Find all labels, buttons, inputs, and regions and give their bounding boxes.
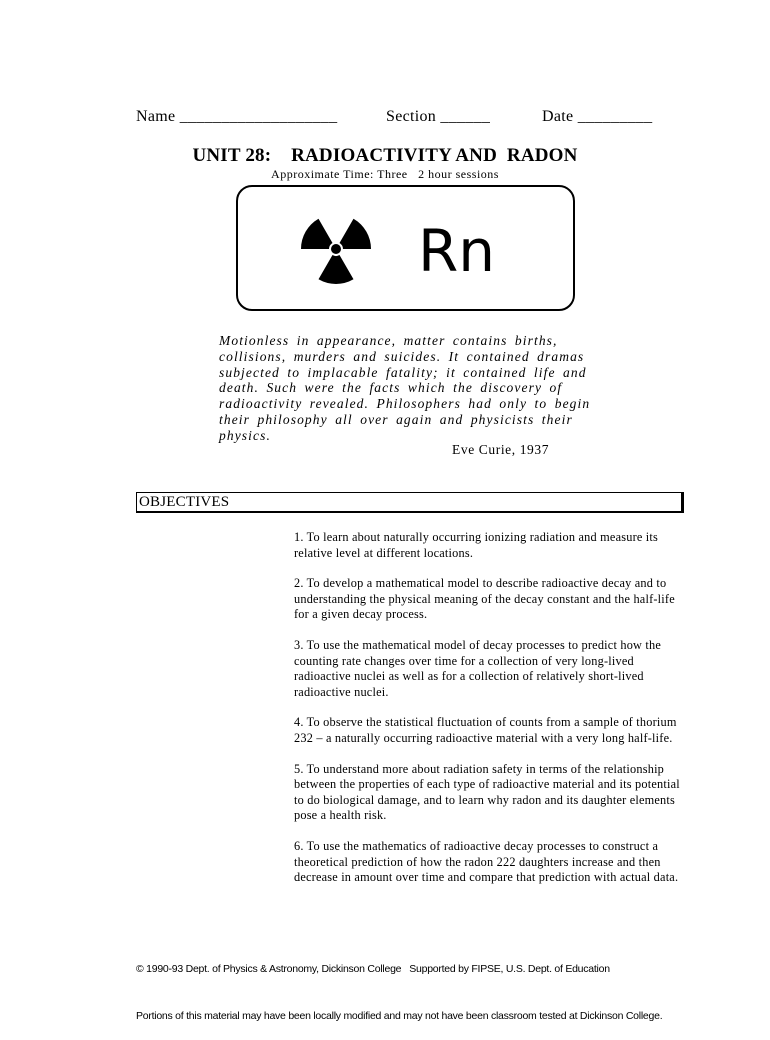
objective-item: 3. To use the mathematical model of decay processes to predict how the counting rate changes over time for a collection of very long-lived radioactive nuclei as well as for a collection of relatively short-lived radioactive nuclei. (294, 637, 662, 699)
objectives-heading-bar (136, 492, 684, 513)
radon-element-symbol: Rn (418, 217, 496, 285)
objective-item: 2. To develop a mathematical model to describe radioactive decay and to understanding the physical meaning of the decay constant and the half-life for a given decay process. (294, 576, 675, 622)
date-field-label: Date _________ (542, 108, 653, 125)
footer-copyright-line: © 1990-93 Dept. of Physics & Astronomy, Dickinson College Supported by FIPSE, U.S. Dept. of Education (136, 963, 610, 975)
quote-line: physics. (219, 427, 271, 443)
quote-line: Motionless in appearance, matter contains births, (219, 333, 558, 348)
quote-line: their philosophy all over again and physicists their (219, 411, 573, 427)
quote-line: subjected to implacable fatality; it contained life and (219, 364, 587, 380)
footer-disclaimer-line: Portions of this material may have been locally modified and may not have been classroom tested at Dickinson College. (136, 1009, 663, 1022)
objectives-heading: OBJECTIVES (139, 494, 230, 510)
objective-item: 1. To learn about naturally occurring ionizing radiation and measure its relative level at different locations. (294, 530, 659, 560)
name-field-label: Name ___________________ (136, 108, 338, 125)
section-field-label: Section ______ (386, 108, 491, 125)
objective-item: 4. To observe the statistical fluctuation of counts from a sample of thorium 232 – a naturally occurring radioactive material with a very long half-life. (294, 715, 677, 745)
quote-line: radioactivity revealed. Philosophers had only to begin (219, 396, 591, 412)
quote-line: collisions, murders and suicides. It contained dramas (219, 348, 585, 364)
objectives-list (294, 530, 684, 901)
unit-title: UNIT 28: RADIOACTIVITY AND RADON (192, 145, 578, 166)
epigraph-quote (219, 333, 609, 444)
radon-logo-box (236, 185, 575, 311)
copyright-footer (136, 931, 756, 1040)
approximate-time: Approximate Time: Three 2 hour sessions (271, 167, 499, 181)
quote-attribution: Eve Curie, 1937 (452, 442, 550, 457)
quote-line: death. Such were the facts which the discovery of (219, 380, 563, 396)
radiation-trefoil-icon (300, 213, 372, 285)
objective-item: 5. To understand more about radiation safety in terms of the relationship between the properties of each type of radioactive material and its potential to do biological damage, and to learn why radon and its daughter elements pose a health risk. (294, 761, 680, 823)
objective-item: 6. To use the mathematics of radioactive decay processes to construct a theoretical prediction of how the radon 222 daughters increase and then decrease in amount over time and compare that prediction with actual data. (294, 838, 679, 885)
